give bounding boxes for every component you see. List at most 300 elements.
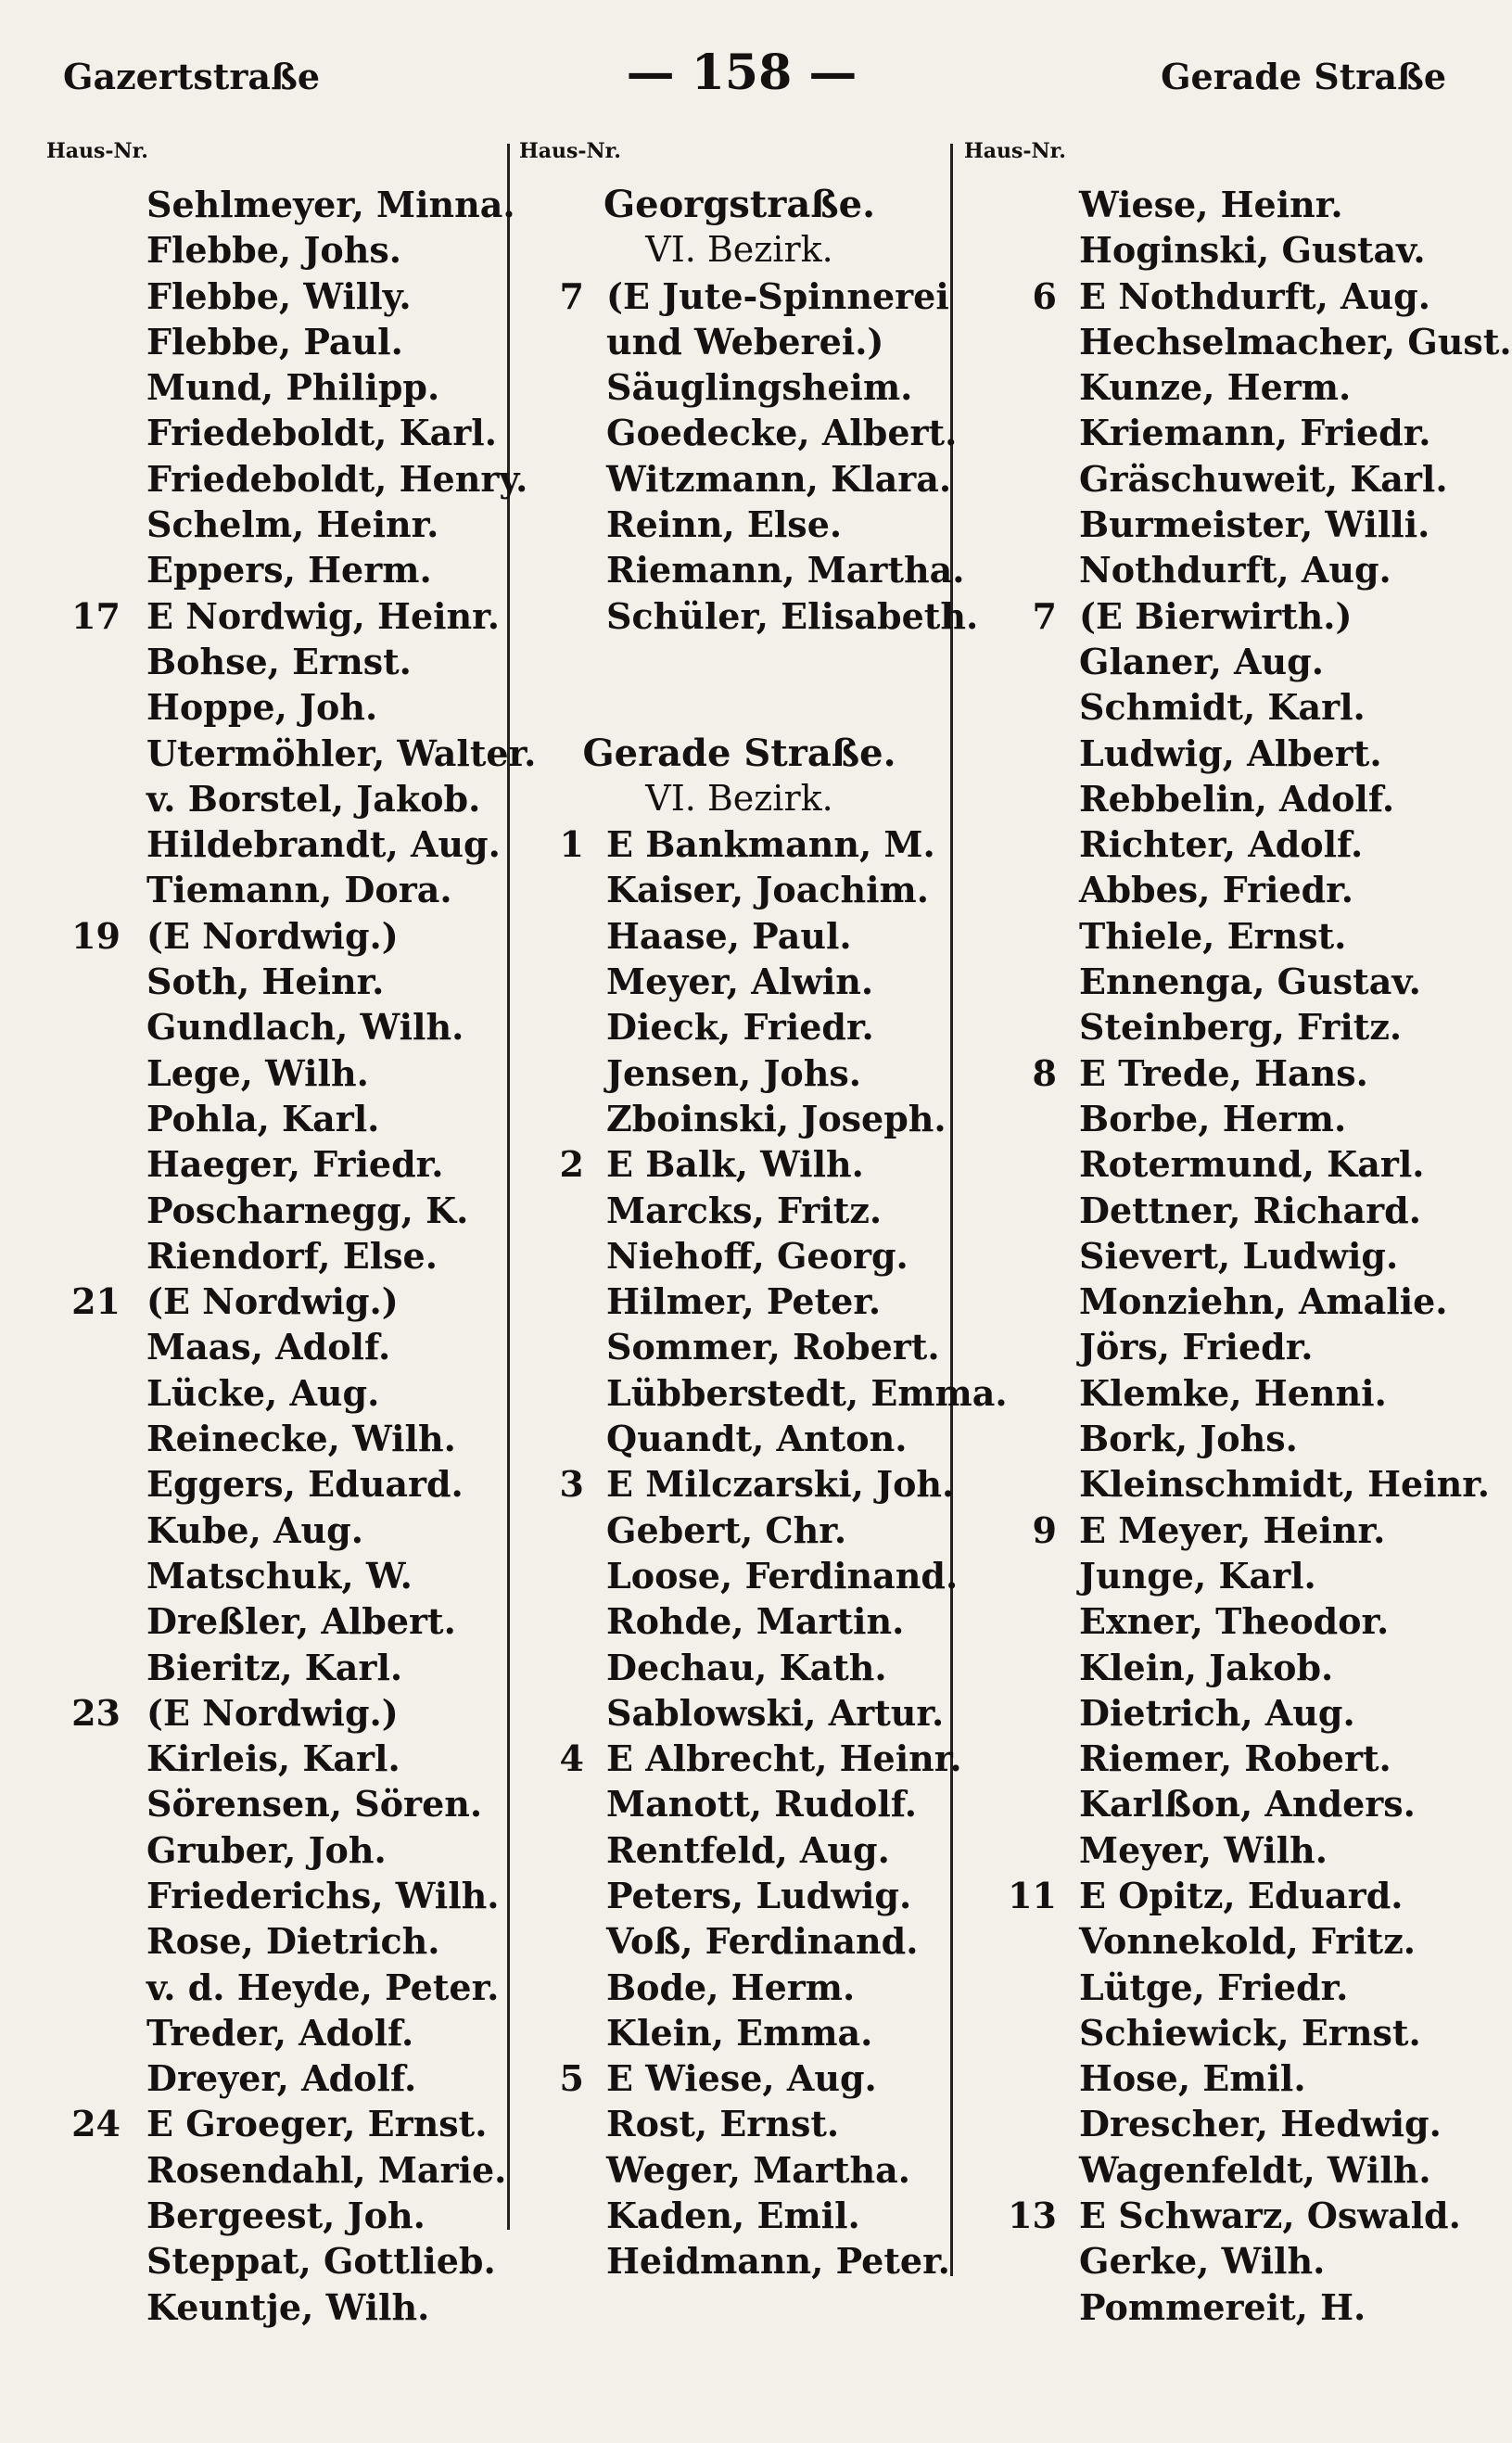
resident-entry [964, 456, 1465, 502]
resident-name: Poscharnegg, K. [146, 1189, 469, 1231]
house-number: 21 [71, 1280, 121, 1323]
resident-name: E Trede, Hans. [1079, 1051, 1368, 1094]
resident-name: Zboinski, Joseph. [606, 1097, 947, 1139]
resident-name: Dietrich, Aug. [1079, 1691, 1355, 1734]
resident-entry [964, 2193, 1465, 2238]
resident-name: Bieritz, Karl. [146, 1646, 403, 1688]
resident-entry [964, 1233, 1465, 1279]
resident-name: Gundlach, Wilh. [146, 1006, 464, 1049]
resident-entry [46, 227, 510, 273]
resident-name: Richter, Adolf. [1079, 823, 1364, 866]
resident-name: E Milczarski, Joh. [606, 1463, 955, 1506]
district-text: VI. Bezirk. [645, 229, 833, 271]
resident-name: Rohde, Martin. [606, 1600, 905, 1643]
resident-entry [519, 1004, 959, 1050]
resident-name: Steppat, Gottlieb. [146, 2240, 496, 2283]
resident-entry [46, 867, 510, 912]
resident-name: Exner, Theodor. [1079, 1600, 1390, 1643]
resident-entry [964, 821, 1465, 867]
resident-name: Bode, Herm. [606, 1966, 856, 2008]
resident-name: Bergeest, Joh. [146, 2195, 426, 2237]
resident-entry [519, 1279, 959, 1324]
resident-name: Weger, Martha. [606, 2148, 910, 2191]
spacer [519, 639, 959, 684]
resident-name: Dreyer, Adolf. [146, 2057, 417, 2100]
resident-entry [46, 1096, 510, 1141]
spacer [519, 684, 959, 730]
resident-entry [46, 1690, 510, 1736]
resident-name: Gruber, Joh. [146, 1828, 387, 1871]
house-number: 3 [559, 1463, 584, 1506]
resident-name: Monziehn, Amalie. [1079, 1280, 1448, 1323]
resident-name: Schüler, Elisabeth. [606, 594, 979, 637]
resident-name: Kriemann, Friedr. [1079, 412, 1431, 454]
resident-name: Friedeboldt, Karl. [146, 412, 497, 454]
resident-entry [519, 2101, 959, 2146]
resident-name: Meyer, Alwin. [606, 961, 874, 1003]
resident-entry [46, 1188, 510, 1233]
resident-name: Loose, Ferdinand. [606, 1554, 959, 1597]
resident-entry [519, 1690, 959, 1736]
resident-name: Flebbe, Willy. [146, 274, 412, 317]
house-number: 8 [1032, 1051, 1057, 1094]
column-2 [519, 139, 1008, 2420]
resident-name: Hechselmacher, Gust. [1079, 320, 1512, 363]
house-number-heading: Haus-Nr. [964, 139, 1066, 163]
resident-entry [46, 1553, 510, 1598]
resident-entry [46, 1965, 510, 2010]
resident-entry [46, 1918, 510, 1964]
resident-name: Meyer, Wilh. [1079, 1828, 1328, 1871]
resident-entry [46, 821, 510, 867]
resident-entry [46, 2055, 510, 2101]
resident-entry [519, 959, 959, 1004]
resident-entry [964, 502, 1465, 547]
resident-name: Dieck, Friedr. [606, 1006, 874, 1049]
resident-entry [46, 593, 510, 639]
resident-entry [519, 2193, 959, 2238]
resident-entry [519, 1645, 959, 1690]
house-number: 13 [1008, 2195, 1057, 2237]
resident-entry [46, 2238, 510, 2284]
resident-entry [519, 456, 959, 502]
resident-entry [964, 1461, 1490, 1507]
resident-entry [964, 364, 1465, 410]
resident-name: Riemer, Robert. [1079, 1737, 1391, 1780]
resident-entry [46, 1050, 510, 1096]
resident-entry [964, 1416, 1465, 1461]
resident-entry [46, 364, 510, 410]
resident-name: Pommereit, H. [1079, 2285, 1366, 2328]
resident-name: Klemke, Henni. [1079, 1371, 1387, 1414]
resident-name: Witzmann, Klara. [606, 457, 952, 500]
resident-entry [46, 2193, 510, 2238]
resident-entry [519, 2238, 959, 2284]
resident-entry [964, 2238, 1465, 2284]
house-number: 2 [559, 1143, 584, 1186]
resident-entry [46, 1416, 510, 1461]
resident-entry [964, 1370, 1465, 1416]
resident-entry [46, 1233, 510, 1279]
resident-entry [519, 1553, 959, 1598]
resident-name: Schiewick, Ernst. [1079, 2011, 1421, 2054]
resident-name: E Meyer, Heinr. [1079, 1508, 1386, 1551]
district-heading [519, 227, 959, 273]
resident-entry [964, 776, 1465, 821]
resident-name: Haase, Paul. [606, 914, 852, 957]
resident-name: Hildebrandt, Aug. [146, 823, 501, 866]
resident-name: Hoginski, Gustav. [1079, 229, 1426, 272]
resident-entry [519, 1050, 959, 1096]
resident-entry [964, 1965, 1465, 2010]
resident-name: Sablowski, Artur. [606, 1691, 945, 1734]
house-number: 23 [71, 1691, 121, 1734]
resident-entry [46, 1508, 510, 1553]
resident-entry [964, 1050, 1465, 1096]
resident-entry [964, 2055, 1465, 2101]
resident-entry [964, 1690, 1465, 1736]
resident-name: Wagenfeldt, Wilh. [1079, 2148, 1431, 2191]
street-text: Gerade Straße. [582, 731, 896, 775]
resident-entry [46, 410, 510, 455]
resident-name: Goedecke, Albert. [606, 412, 958, 454]
resident-entry [964, 319, 1512, 364]
house-number: 7 [559, 274, 584, 317]
resident-entry [519, 1736, 962, 1781]
resident-name: Ennenga, Gustav. [1079, 961, 1421, 1003]
resident-name: Friederichs, Wilh. [146, 1874, 500, 1916]
column-1 [46, 139, 537, 2420]
resident-name: Pohla, Karl. [146, 1097, 380, 1139]
resident-name: Tiemann, Dora. [146, 869, 452, 911]
district-text: VI. Bezirk. [645, 777, 833, 819]
resident-name: Maas, Adolf. [146, 1326, 391, 1368]
resident-name: E Albrecht, Heinr. [606, 1737, 962, 1780]
resident-entry [964, 684, 1465, 730]
resident-name: (E Nordwig.) [146, 1691, 399, 1734]
resident-entry [46, 456, 528, 502]
resident-entry [519, 1096, 959, 1141]
resident-entry [46, 1004, 510, 1050]
resident-name: Sommer, Robert. [606, 1326, 940, 1368]
resident-name: Borbe, Herm. [1079, 1097, 1347, 1139]
resident-name: und Weberei.) [606, 320, 884, 363]
street-heading [519, 182, 959, 227]
resident-name: Nothdurft, Aug. [1079, 549, 1391, 592]
district-heading [519, 776, 959, 821]
resident-name: Bohse, Ernst. [146, 640, 412, 682]
resident-entry [519, 867, 959, 912]
resident-name: Hose, Emil. [1079, 2057, 1306, 2100]
resident-name: Lübberstedt, Emma. [606, 1371, 1008, 1414]
resident-name: Sehlmeyer, Minna. [146, 184, 515, 225]
resident-name: Bork, Johs. [1079, 1418, 1298, 1460]
resident-name: Kaiser, Joachim. [606, 869, 929, 911]
resident-name: Dettner, Richard. [1079, 1189, 1421, 1231]
resident-name: E Bankmann, M. [606, 823, 935, 866]
resident-name: v. d. Heyde, Peter. [146, 1966, 500, 2008]
resident-entry [964, 274, 1465, 319]
resident-name: Abbes, Friedr. [1079, 869, 1353, 911]
resident-entry [519, 1461, 959, 1507]
resident-entry [519, 1508, 959, 1553]
resident-name: Burmeister, Willi. [1079, 503, 1430, 546]
resident-entry [964, 1188, 1465, 1233]
resident-name: (E Nordwig.) [146, 914, 399, 957]
resident-name: Jensen, Johs. [606, 1051, 862, 1094]
resident-name: Riendorf, Else. [146, 1234, 438, 1277]
resident-name: Klein, Jakob. [1079, 1646, 1334, 1688]
resident-name: Hoppe, Joh. [146, 686, 378, 729]
page-number: — 158 — [626, 45, 858, 101]
house-number: 5 [559, 2057, 584, 2100]
column-3 [964, 139, 1512, 2420]
resident-name: (E Jute-Spinnerei [606, 274, 949, 317]
resident-entry [46, 502, 510, 547]
resident-entry [519, 364, 959, 410]
resident-name: Treder, Adolf. [146, 2011, 414, 2054]
house-number: 4 [559, 1737, 584, 1780]
house-number: 17 [71, 594, 121, 637]
resident-entry [46, 1279, 510, 1324]
resident-name: Niehoff, Georg. [606, 1234, 908, 1277]
resident-name: Utermöhler, Walter. [146, 732, 537, 774]
resident-name: Kirleis, Karl. [146, 1737, 400, 1780]
resident-name: Heidmann, Peter. [606, 2240, 950, 2283]
resident-entry [519, 1233, 959, 1279]
resident-entry [46, 2147, 510, 2193]
resident-name: Schmidt, Karl. [1079, 686, 1366, 729]
running-head-right: Gerade Straße [1161, 56, 1446, 97]
resident-entry [46, 1873, 510, 1918]
resident-name: Wiese, Heinr. [1079, 184, 1343, 225]
resident-name: (E Bierwirth.) [1079, 594, 1353, 637]
resident-name: E Nordwig, Heinr. [146, 594, 500, 637]
house-number: 11 [1008, 1874, 1057, 1916]
running-head-left: Gazertstraße [63, 56, 321, 97]
resident-entry [964, 2101, 1465, 2146]
resident-name: Kunze, Herm. [1079, 366, 1352, 409]
resident-name: Steinberg, Fritz. [1079, 1006, 1403, 1049]
resident-entry [46, 319, 510, 364]
resident-entry [46, 1827, 510, 1873]
resident-entry [519, 547, 965, 592]
resident-name: Matschuk, W. [146, 1554, 413, 1597]
resident-entry [46, 1461, 510, 1507]
resident-name: Lütge, Friedr. [1079, 1966, 1349, 2008]
resident-name: Thiele, Ernst. [1079, 914, 1347, 957]
resident-entry [964, 1873, 1465, 1918]
street-text: Georgstraße. [603, 183, 876, 226]
resident-entry [964, 410, 1465, 455]
resident-name: Gräschuweit, Karl. [1079, 457, 1448, 500]
resident-entry [964, 1827, 1465, 1873]
resident-entry [46, 2010, 510, 2055]
resident-name: Flebbe, Paul. [146, 320, 403, 363]
resident-entry [964, 1781, 1465, 1826]
house-number: 24 [71, 2103, 121, 2145]
resident-entry [46, 2101, 510, 2146]
resident-entry [519, 319, 959, 364]
resident-entry [964, 1096, 1465, 1141]
resident-name: E Opitz, Eduard. [1079, 1874, 1404, 1916]
resident-entry [519, 1918, 959, 1964]
resident-name: Reinn, Else. [606, 503, 843, 546]
resident-entry [519, 410, 959, 455]
resident-entry [964, 2284, 1465, 2330]
resident-name: E Schwarz, Oswald. [1079, 2195, 1461, 2237]
resident-entry [519, 1873, 959, 1918]
resident-name: Soth, Heinr. [146, 961, 385, 1003]
resident-name: Lege, Wilh. [146, 1051, 369, 1094]
resident-name: Eggers, Eduard. [146, 1463, 464, 1506]
resident-entry [519, 913, 959, 959]
house-number-heading: Haus-Nr. [46, 139, 148, 163]
house-number: 7 [1032, 594, 1057, 637]
resident-entry [964, 1508, 1465, 1553]
resident-entry [519, 1188, 959, 1233]
resident-entry [964, 1004, 1465, 1050]
resident-entry [519, 1416, 959, 1461]
resident-entry [964, 1598, 1465, 1644]
resident-name: Karlßon, Anders. [1079, 1783, 1416, 1826]
resident-name: Gerke, Wilh. [1079, 2240, 1326, 2283]
house-number: 19 [71, 914, 121, 957]
street-heading [519, 731, 959, 776]
resident-name: Flebbe, Johs. [146, 229, 401, 272]
house-number: 9 [1032, 1508, 1057, 1551]
resident-name: Dechau, Kath. [606, 1646, 887, 1688]
resident-name: Haeger, Friedr. [146, 1143, 444, 1186]
house-number: 6 [1032, 274, 1057, 317]
resident-entry [964, 1324, 1465, 1369]
resident-entry [964, 2147, 1465, 2193]
resident-entry [964, 182, 1465, 227]
resident-name: Vonnekold, Fritz. [1079, 1920, 1417, 1963]
resident-entry [519, 274, 959, 319]
resident-entry [46, 913, 510, 959]
resident-entry [964, 639, 1465, 684]
resident-entry [964, 867, 1465, 912]
resident-name: Rentfeld, Aug. [606, 1828, 890, 1871]
resident-entry [964, 959, 1465, 1004]
resident-name: Riemann, Martha. [606, 549, 965, 592]
resident-entry [519, 821, 959, 867]
resident-entry [46, 1645, 510, 1690]
resident-entry [519, 1141, 959, 1187]
resident-name: Friedeboldt, Henry. [146, 457, 528, 500]
resident-name: Dreßler, Albert. [146, 1600, 456, 1643]
resident-entry [46, 776, 510, 821]
resident-entry [964, 1645, 1465, 1690]
resident-entry [519, 2010, 959, 2055]
resident-entry [964, 593, 1465, 639]
resident-entry [964, 1736, 1465, 1781]
resident-entry [519, 1324, 959, 1369]
resident-name: Junge, Karl. [1079, 1554, 1316, 1597]
resident-name: Rost, Ernst. [606, 2103, 840, 2145]
resident-entry [46, 274, 510, 319]
resident-entry [964, 227, 1465, 273]
resident-name: Säuglingsheim. [606, 366, 913, 409]
house-number: 1 [559, 823, 584, 866]
resident-name: Peters, Ludwig. [606, 1874, 912, 1916]
resident-name: Jörs, Friedr. [1079, 1326, 1314, 1368]
resident-name: Drescher, Hedwig. [1079, 2103, 1442, 2145]
resident-name: Voß, Ferdinand. [606, 1920, 919, 1963]
resident-entry [46, 639, 510, 684]
resident-entry [46, 1370, 510, 1416]
resident-name: Klein, Emma. [606, 2011, 873, 2054]
resident-entry [964, 1918, 1465, 1964]
resident-entry [519, 593, 979, 639]
resident-entry [519, 2055, 959, 2101]
resident-name: (E Nordwig.) [146, 1280, 399, 1323]
resident-name: Eppers, Herm. [146, 549, 432, 592]
resident-name: Kaden, Emil. [606, 2195, 860, 2237]
resident-entry [46, 547, 510, 592]
resident-entry [964, 1553, 1465, 1598]
resident-entry [519, 502, 959, 547]
resident-name: Keuntje, Wilh. [146, 2285, 430, 2328]
resident-entry [46, 2284, 510, 2330]
resident-entry [964, 1141, 1465, 1187]
resident-name: Sörensen, Sören. [146, 1783, 483, 1826]
resident-name: Mund, Philipp. [146, 366, 440, 409]
resident-entry [46, 959, 510, 1004]
resident-name: Marcks, Fritz. [606, 1189, 883, 1231]
resident-name: Glaner, Aug. [1079, 640, 1324, 682]
resident-entry [519, 1827, 959, 1873]
resident-name: Kleinschmidt, Heinr. [1079, 1463, 1490, 1506]
resident-entry [46, 182, 515, 227]
resident-name: Gebert, Chr. [606, 1508, 847, 1551]
resident-name: E Wiese, Aug. [606, 2057, 877, 2100]
resident-entry [519, 1598, 959, 1644]
resident-name: Ludwig, Albert. [1079, 732, 1382, 774]
resident-entry [46, 1736, 510, 1781]
resident-entry [46, 1324, 510, 1369]
house-number-heading: Haus-Nr. [519, 139, 621, 163]
resident-name: Hilmer, Peter. [606, 1280, 882, 1323]
resident-name: E Nothdurft, Aug. [1079, 274, 1430, 317]
resident-name: Sievert, Ludwig. [1079, 1234, 1399, 1277]
resident-entry [519, 1965, 959, 2010]
resident-entry [519, 1370, 1008, 1416]
resident-name: Lücke, Aug. [146, 1371, 380, 1414]
resident-entry [964, 547, 1465, 592]
resident-entry [46, 1141, 510, 1187]
resident-name: Manott, Rudolf. [606, 1783, 918, 1826]
resident-name: Rose, Dietrich. [146, 1920, 440, 1963]
resident-entry [964, 913, 1465, 959]
resident-entry [519, 1781, 959, 1826]
resident-name: Rosendahl, Marie. [146, 2148, 507, 2191]
resident-name: Schelm, Heinr. [146, 503, 439, 546]
resident-name: E Groeger, Ernst. [146, 2103, 488, 2145]
resident-name: Quandt, Anton. [606, 1418, 908, 1460]
resident-entry [46, 1781, 510, 1826]
resident-name: Reinecke, Wilh. [146, 1418, 456, 1460]
resident-entry [46, 684, 510, 730]
resident-entry [964, 2010, 1465, 2055]
resident-name: Rotermund, Karl. [1079, 1143, 1425, 1186]
resident-entry [964, 1279, 1465, 1324]
resident-name: v. Borstel, Jakob. [146, 777, 481, 820]
resident-name: E Balk, Wilh. [606, 1143, 864, 1186]
resident-name: Rebbelin, Adolf. [1079, 777, 1395, 820]
resident-name: Kube, Aug. [146, 1508, 363, 1551]
